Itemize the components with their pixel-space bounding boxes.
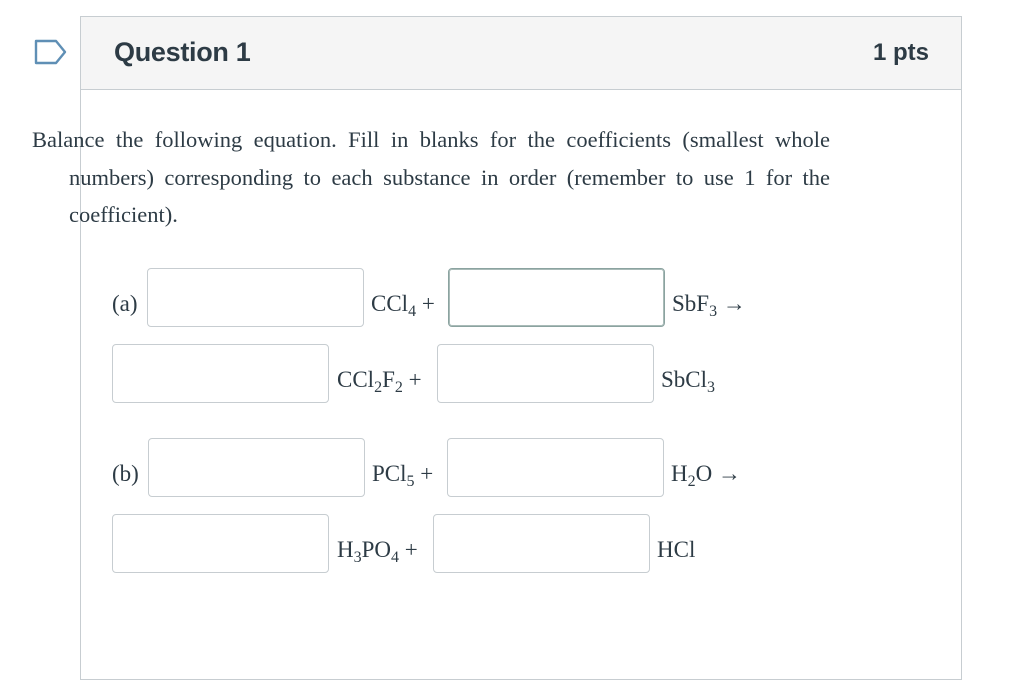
part-a-reactant1-coefficient-input[interactable] <box>147 268 364 327</box>
part-b-reactant1-formula: PCl$_5$ + <box>372 461 434 490</box>
part-b-product2-formula: HCl <box>657 537 696 562</box>
part-a-reactant2-coefficient-input[interactable] <box>448 268 665 327</box>
question-prompt: Balance the following equation. Fill in blanks for the coefficients (smallest whole numbers) corresponding to each substance in order (remember to use 1 for the coefficient). <box>32 127 830 227</box>
part-b-reactant2-coefficient-input[interactable] <box>447 438 664 497</box>
part-a-reactant1-formula: CCl$_4$ + <box>371 291 435 320</box>
part-b-product1-formula: $H_3PO_4$ + <box>337 537 418 566</box>
part-b-label: (b) <box>112 461 139 486</box>
flag-question-icon[interactable] <box>34 39 68 65</box>
part-a-reactant2-formula: SbF$_3$ → <box>672 291 746 320</box>
part-a-product1-formula: $CCl_2F_2$ + <box>337 367 422 396</box>
part-a-product2-formula: SbCl$_3$ <box>661 367 716 396</box>
part-a-label: (a) <box>112 291 138 316</box>
part-b-product2-coefficient-input[interactable] <box>433 514 650 573</box>
part-b-reactant2-formula: $H_2O$ → <box>671 461 741 490</box>
question-header <box>81 17 961 90</box>
part-a-product2-coefficient-input[interactable] <box>437 344 654 403</box>
part-b-product1-coefficient-input[interactable] <box>112 514 329 573</box>
question-points: 1 pts <box>872 39 929 66</box>
question-title: Question 1 <box>114 37 251 67</box>
part-b-reactant1-coefficient-input[interactable] <box>148 438 365 497</box>
part-a-product1-coefficient-input[interactable] <box>112 344 329 403</box>
